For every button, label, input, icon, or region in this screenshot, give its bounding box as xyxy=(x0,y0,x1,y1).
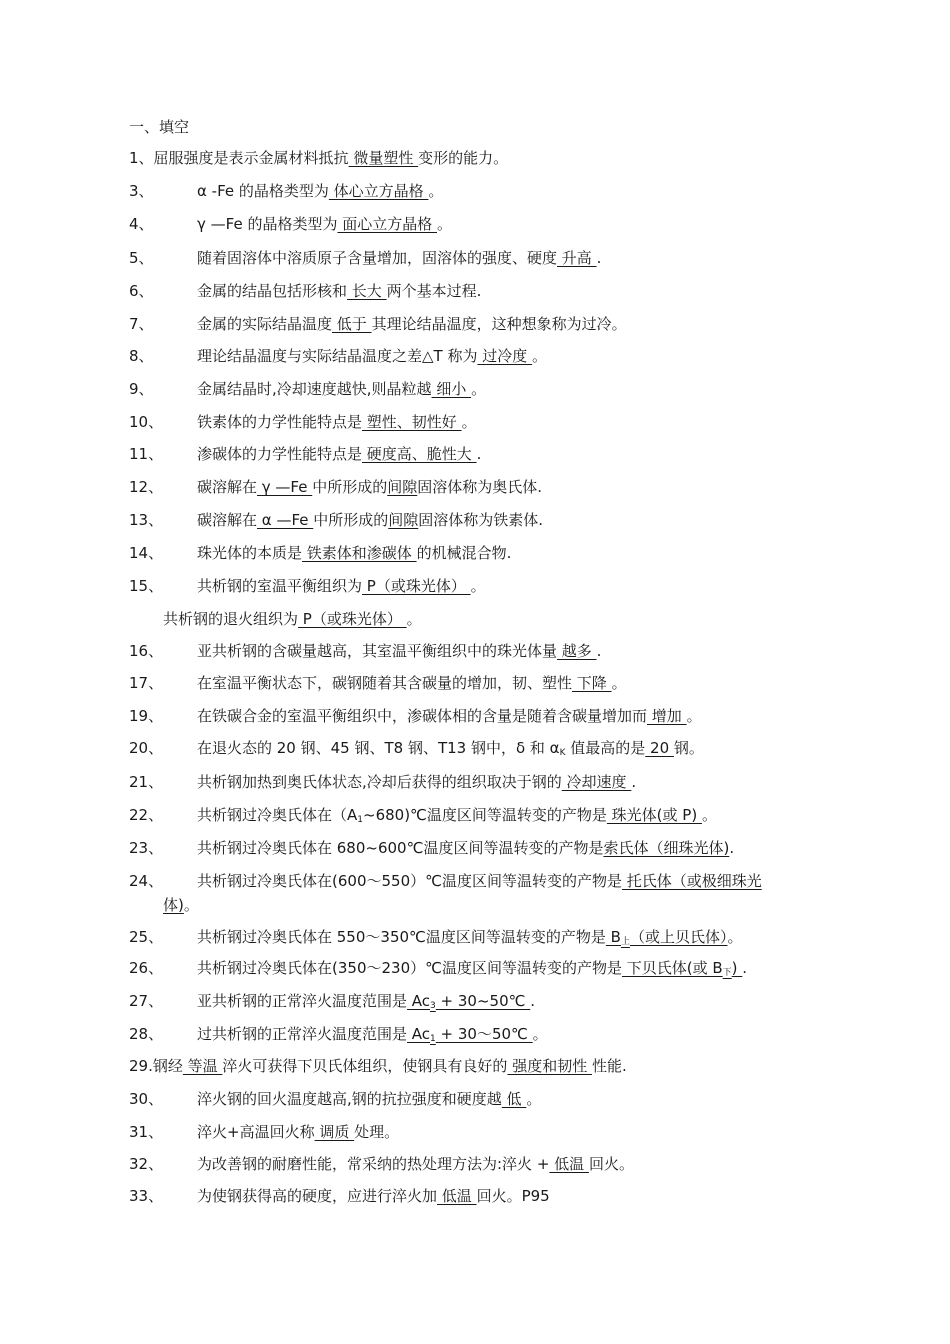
question-text: 共析钢的室温平衡组织为 xyxy=(197,577,363,595)
question-text: 。 xyxy=(532,1025,548,1043)
question-text: 金属结晶时,冷却速度越快,则晶粒越 xyxy=(197,380,432,398)
question-text: 共析钢过冷奥氏体在(600～550）℃温度区间等温转变的产物是 xyxy=(197,872,622,890)
question-text: 渗碳体的力学性能特点是 xyxy=(197,445,363,463)
question-number: 24、 xyxy=(129,872,164,890)
question-number: 30、 xyxy=(129,1090,164,1108)
question-item xyxy=(129,314,627,334)
question-text: α -Fe 的晶格类型为 xyxy=(197,182,329,200)
question-number: 22、 xyxy=(129,806,164,824)
question-text: 共析钢的退火组织为 xyxy=(163,610,299,628)
question-item xyxy=(129,673,627,693)
question-item xyxy=(129,927,743,952)
answer-blank: 间隙 xyxy=(387,478,418,496)
answer-blank: Ac xyxy=(407,1025,431,1043)
question-text: . xyxy=(729,839,735,857)
question-number: 7、 xyxy=(129,315,154,333)
answer-blank: 索氏体（细珠光体) xyxy=(603,839,730,857)
question-item xyxy=(129,772,636,792)
answer-blank: 塑性、韧性好 xyxy=(362,413,462,431)
answer-blank: 低温 xyxy=(437,1187,477,1205)
question-text: 。 xyxy=(727,928,743,946)
answer-blank: 上 xyxy=(620,937,630,947)
answer-blank: + 30~50℃ xyxy=(435,992,531,1010)
question-number: 9、 xyxy=(129,380,154,398)
question-text: 碳溶解在 xyxy=(197,478,258,496)
question-text: ~680)℃温度区间等温转变的产物是 xyxy=(363,806,607,824)
question-item xyxy=(129,510,543,530)
question-item xyxy=(129,1024,548,1049)
question-number: 19、 xyxy=(129,707,164,725)
answer-blank: 下 xyxy=(722,968,732,978)
question-item xyxy=(129,838,734,858)
question-text: 。 xyxy=(532,347,548,365)
answer-blank: P（或珠光体） xyxy=(362,577,471,595)
question-text: 。 xyxy=(461,413,477,431)
answer-blank: 体心立方晶格 xyxy=(328,182,429,200)
question-item xyxy=(129,214,452,234)
question-text: 中所形成的 xyxy=(313,511,389,529)
question-text: 。 xyxy=(470,577,486,595)
answer-blank: 硬度高、脆性大 xyxy=(362,445,477,463)
answer-blank: 细小 xyxy=(431,380,472,398)
question-text: 。 xyxy=(471,380,487,398)
question-text: 其理论结晶温度，这种想象称为过冷。 xyxy=(371,315,627,333)
question-text: 屈服强度是表示金属材料抵抗 xyxy=(153,149,349,167)
question-text: γ —Fe 的晶格类型为 xyxy=(197,215,338,233)
question-text: 变形的能力。 xyxy=(418,149,509,167)
question-text: 共析钢加热到奥氏体状态,冷却后获得的组织取决于钢的 xyxy=(197,773,562,791)
question-text: 。 xyxy=(428,182,444,200)
question-text: 回火。P95 xyxy=(476,1187,550,1205)
question-text: 淬火钢的回火温度越高,钢的抗拉强度和硬度越 xyxy=(197,1090,502,1108)
question-text: 钢。 xyxy=(673,739,704,757)
question-number: 13、 xyxy=(129,511,164,529)
question-text: . xyxy=(631,773,637,791)
question-text: 性能. xyxy=(591,1057,627,1075)
question-text: 处理。 xyxy=(354,1123,400,1141)
question-number: 10、 xyxy=(129,413,164,431)
answer-blank: 珠光体(或 P) xyxy=(606,806,702,824)
question-text: 钢经 xyxy=(152,1057,183,1075)
question-text: 为使钢获得高的硬度，应进行淬火加 xyxy=(197,1187,438,1205)
question-item xyxy=(129,1154,634,1174)
question-number: 4、 xyxy=(129,215,154,233)
question-text: . xyxy=(476,445,482,463)
question-item xyxy=(129,379,486,399)
question-text: 为改善钢的耐磨性能，常采纳的热处理方法为:淬火 + xyxy=(197,1155,550,1173)
question-text: 共析钢过冷奥氏体在（A xyxy=(197,806,358,824)
answer-blank: 3 xyxy=(430,1001,436,1011)
question-item xyxy=(129,576,486,596)
question-text: 金属的实际结晶温度 xyxy=(197,315,333,333)
question-text: 值最高的是 xyxy=(565,739,646,757)
question-item xyxy=(129,281,481,301)
question-number: 21、 xyxy=(129,773,164,791)
question-number: 1、 xyxy=(129,149,154,167)
answer-blank: 间隙 xyxy=(388,511,419,529)
question-text: 理论结晶温度与实际结晶温度之差△T 称为 xyxy=(197,347,478,365)
question-item xyxy=(129,871,762,891)
question-text: . xyxy=(530,992,536,1010)
answer-blank: 低温 xyxy=(549,1155,589,1173)
answer-blank: 面心立方晶格 xyxy=(337,215,437,233)
answer-blank: B xyxy=(605,928,621,946)
question-item xyxy=(163,609,422,629)
question-number: 5、 xyxy=(129,249,154,267)
question-number: 25、 xyxy=(129,928,164,946)
question-text: 共析钢过冷奥氏体在(350～230）℃温度区间等温转变的产物是 xyxy=(197,959,622,977)
question-text: 1 xyxy=(357,815,363,825)
question-number: 23、 xyxy=(129,839,164,857)
question-text: 随着固溶体中溶质原子含量增加，固溶体的强度、硬度 xyxy=(197,249,558,267)
answer-blank: 微量塑性 xyxy=(348,149,419,167)
question-item xyxy=(129,738,704,763)
answer-blank: 下降 xyxy=(572,674,612,692)
question-text: 。 xyxy=(183,896,199,914)
question-item xyxy=(129,1089,541,1109)
question-text: 。 xyxy=(701,806,717,824)
question-text: 亚共析钢的正常淬火温度范围是 xyxy=(197,992,408,1010)
question-text: 的机械混合物. xyxy=(416,544,512,562)
question-text: 碳溶解在 xyxy=(197,511,258,529)
question-number: 28、 xyxy=(129,1025,164,1043)
question-text: 共析钢过冷奥氏体在 680~600℃温度区间等温转变的产物是 xyxy=(197,839,604,857)
question-text: 铁素体的力学性能特点是 xyxy=(197,413,363,431)
question-text: 。 xyxy=(686,707,702,725)
question-item xyxy=(129,477,542,497)
question-item xyxy=(129,543,511,563)
question-text: K xyxy=(559,748,566,758)
question-number: 8、 xyxy=(129,347,154,365)
section-title: 一、填空 xyxy=(129,118,190,136)
question-text: 固溶体称为铁素体. xyxy=(418,511,544,529)
question-number: 29. xyxy=(129,1057,153,1075)
question-text: 在室温平衡状态下，碳钢随着其含碳量的增加，韧、塑性 xyxy=(197,674,573,692)
question-text: . xyxy=(742,959,748,977)
question-text: 淬火+高温回火称 xyxy=(197,1123,315,1141)
question-item xyxy=(129,1186,550,1206)
question-item xyxy=(129,148,508,168)
answer-blank: 体) xyxy=(163,896,184,914)
question-text: 珠光体的本质是 xyxy=(197,544,303,562)
answer-blank: 低于 xyxy=(332,315,372,333)
answer-blank: 冷却速度 xyxy=(561,773,632,791)
question-number: 16、 xyxy=(129,642,164,660)
question-text: 金属的结晶包括形核和 xyxy=(197,282,348,300)
question-text: 两个基本过程. xyxy=(386,282,482,300)
question-number: 12、 xyxy=(129,478,164,496)
question-item xyxy=(129,412,477,432)
question-text: . xyxy=(596,642,602,660)
question-number: 15、 xyxy=(129,577,164,595)
question-text: 回火。 xyxy=(588,1155,634,1173)
answer-blank: 长大 xyxy=(347,282,387,300)
answer-blank: 20 xyxy=(645,739,674,757)
question-text: . xyxy=(596,249,602,267)
question-number: 17、 xyxy=(129,674,164,692)
question-text: 。 xyxy=(526,1090,542,1108)
question-item xyxy=(129,706,702,726)
answer-blank: 铁素体和渗碳体 xyxy=(302,544,417,562)
answer-blank: γ —Fe xyxy=(257,478,313,496)
question-number: 11、 xyxy=(129,445,164,463)
answer-blank: （或上贝氏体） xyxy=(629,928,728,946)
answer-blank: 调质 xyxy=(314,1123,355,1141)
answer-blank: Ac xyxy=(407,992,431,1010)
answer-blank: 越多 xyxy=(557,642,597,660)
question-item xyxy=(129,958,747,983)
question-number: 14、 xyxy=(129,544,164,562)
question-item xyxy=(129,181,443,201)
question-text: 。 xyxy=(406,610,422,628)
question-item xyxy=(129,991,535,1016)
answer-blank: 过冷度 xyxy=(477,347,533,365)
question-text: 在铁碳合金的室温平衡组织中，渗碳体相的含量是随着含碳量增加而 xyxy=(197,707,648,725)
answer-blank: + 30～50℃ xyxy=(435,1025,533,1043)
question-item-continuation xyxy=(163,895,199,915)
question-text: 固溶体称为奥氏体. xyxy=(417,478,543,496)
question-item xyxy=(129,641,601,661)
question-number: 27、 xyxy=(129,992,164,1010)
question-item xyxy=(129,1122,399,1142)
question-text: 。 xyxy=(611,674,627,692)
answer-blank: P（或珠光体） xyxy=(298,610,407,628)
answer-blank: 下贝氏体(或 B xyxy=(621,959,723,977)
answer-blank: 等温 xyxy=(182,1057,223,1075)
question-text: 中所形成的 xyxy=(312,478,388,496)
answer-blank: α —Fe xyxy=(257,511,314,529)
answer-blank: ) xyxy=(731,959,743,977)
answer-blank: 低 xyxy=(501,1090,527,1108)
question-text: 共析钢过冷奥氏体在 550～350℃温度区间等温转变的产物是 xyxy=(197,928,606,946)
question-text: 淬火可获得下贝氏体组织，使钢具有良好的 xyxy=(222,1057,508,1075)
question-number: 32、 xyxy=(129,1155,164,1173)
question-text: 过共析钢的正常淬火温度范围是 xyxy=(197,1025,408,1043)
question-number: 26、 xyxy=(129,959,164,977)
question-text: 在退火态的 20 钢、45 钢、T8 钢、T13 钢中，δ 和 α xyxy=(197,739,560,757)
question-item xyxy=(129,805,717,830)
answer-blank: 升高 xyxy=(557,249,597,267)
question-number: 33、 xyxy=(129,1187,164,1205)
answer-blank: 强度和韧性 xyxy=(507,1057,592,1075)
question-text: 亚共析钢的含碳量越高，其室温平衡组织中的珠光体量 xyxy=(197,642,558,660)
question-item xyxy=(129,346,547,366)
question-number: 3、 xyxy=(129,182,154,200)
question-item xyxy=(129,444,481,464)
question-text: 。 xyxy=(437,215,453,233)
question-item xyxy=(129,248,601,268)
question-item xyxy=(129,1056,627,1076)
question-number: 20、 xyxy=(129,739,164,757)
answer-blank: 1 xyxy=(430,1034,436,1044)
answer-blank: 增加 xyxy=(647,707,687,725)
question-number: 6、 xyxy=(129,282,154,300)
answer-blank: 托氏体（或极细珠光 xyxy=(621,872,762,890)
question-number: 31、 xyxy=(129,1123,164,1141)
